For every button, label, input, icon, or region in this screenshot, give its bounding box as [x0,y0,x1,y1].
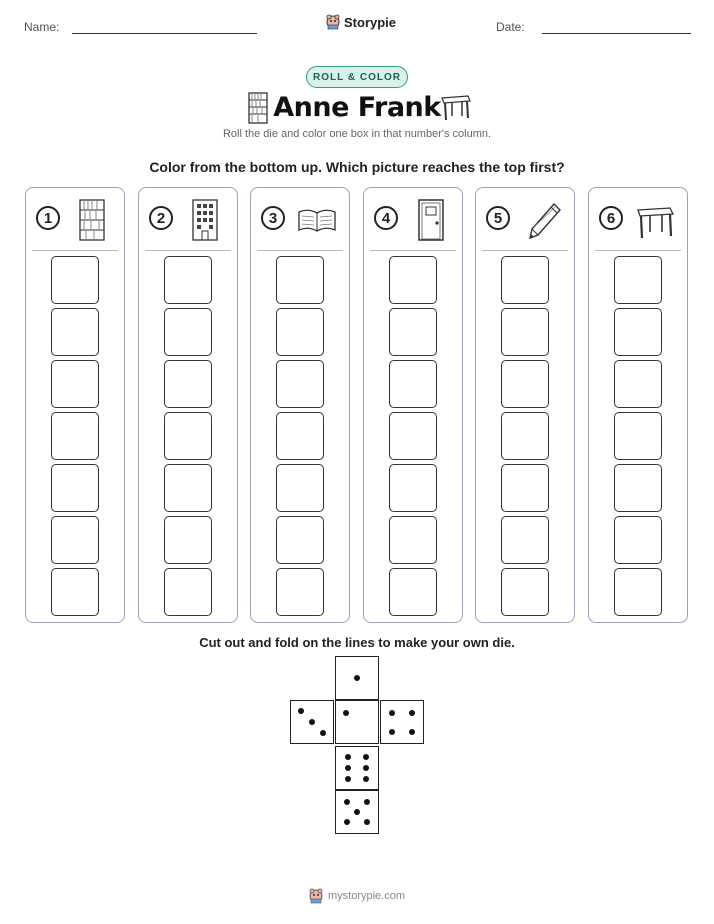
color-box[interactable] [389,464,437,512]
date-label: Date: [496,20,525,34]
die-pip [364,799,370,805]
storypie-mascot-icon [309,888,323,904]
date-line[interactable] [542,33,691,34]
color-box[interactable] [501,360,549,408]
column-divider [145,250,231,251]
color-box[interactable] [51,568,99,616]
color-box[interactable] [614,256,662,304]
building-icon [185,198,225,242]
door-icon [410,198,450,242]
column-number: 4 [374,206,398,230]
color-box[interactable] [276,516,324,564]
color-box[interactable] [501,568,549,616]
color-box[interactable] [389,516,437,564]
die-pip [409,710,415,716]
stool-icon [635,198,675,242]
stool-icon [440,92,472,122]
color-box[interactable] [51,256,99,304]
color-box[interactable] [614,568,662,616]
color-box[interactable] [164,516,212,564]
brand-name: Storypie [344,14,397,30]
die-pip [364,819,370,825]
instruction: Color from the bottom up. Which picture reaches the top first? [149,159,565,175]
column-number: 6 [599,206,623,230]
footer [0,888,714,904]
column-divider [257,250,343,251]
color-box[interactable] [276,256,324,304]
color-box[interactable] [501,464,549,512]
color-box[interactable] [276,412,324,460]
column-divider [595,250,681,251]
column-divider [482,250,568,251]
name-label: Name: [24,20,60,34]
die-face-3 [290,700,334,744]
color-box[interactable] [614,360,662,408]
die-pip [389,729,395,735]
name-line[interactable] [72,33,257,34]
column-number: 1 [36,206,60,230]
column-3 [250,187,350,623]
color-box[interactable] [164,412,212,460]
die-pip [354,809,360,815]
color-box[interactable] [389,308,437,356]
color-box[interactable] [51,516,99,564]
die-pip [344,819,350,825]
brand-logo [326,14,396,30]
color-box[interactable] [164,256,212,304]
color-box[interactable] [276,308,324,356]
die-face-1 [335,700,379,744]
column-divider [370,250,456,251]
color-box[interactable] [614,516,662,564]
die-pip [363,765,369,771]
die-pip [345,754,351,760]
die-pip [363,776,369,782]
die-face-1 [335,656,379,700]
pencil-icon [522,198,562,242]
column-number: 3 [261,206,285,230]
die-pip [389,710,395,716]
color-box[interactable] [501,256,549,304]
color-box[interactable] [51,308,99,356]
die-face-5 [335,790,379,834]
color-box[interactable] [389,360,437,408]
column-number: 5 [486,206,510,230]
page-title: Anne Frank [273,92,441,123]
column-6 [588,187,688,623]
color-box[interactable] [276,360,324,408]
color-box[interactable] [51,360,99,408]
die-pip [409,729,415,735]
subtitle: Roll the die and color one box in that number's column. [222,128,492,140]
storypie-mascot-icon [326,14,340,30]
column-1 [25,187,125,623]
die-pip [343,710,349,716]
color-box[interactable] [389,412,437,460]
color-box[interactable] [501,412,549,460]
color-box[interactable] [276,568,324,616]
color-box[interactable] [501,516,549,564]
color-box[interactable] [389,256,437,304]
color-box[interactable] [51,464,99,512]
color-box[interactable] [501,308,549,356]
roll-color-badge: ROLL & COLOR [306,66,408,88]
color-box[interactable] [164,568,212,616]
cut-instruction: Cut out and fold on the lines to make your own die. [199,635,515,650]
color-box[interactable] [164,360,212,408]
column-2 [138,187,238,623]
column-divider [32,250,118,251]
color-box[interactable] [614,412,662,460]
color-box[interactable] [614,308,662,356]
color-box[interactable] [51,412,99,460]
die-face-4 [380,700,424,744]
footer-url[interactable]: mystorypie.com [327,890,406,902]
die-pip [320,730,326,736]
die-pip [354,675,360,681]
column-5 [475,187,575,623]
color-box[interactable] [164,464,212,512]
die-pip [309,719,315,725]
bookshelf-icon [72,198,112,242]
die-pip [345,776,351,782]
die-pip [345,765,351,771]
die-pip [344,799,350,805]
open-book-icon [297,198,337,242]
color-box[interactable] [389,568,437,616]
color-box[interactable] [614,464,662,512]
color-box[interactable] [276,464,324,512]
column-4 [363,187,463,623]
column-number: 2 [149,206,173,230]
die-net[interactable] [290,656,426,836]
color-box[interactable] [164,308,212,356]
die-face-6 [335,746,379,790]
die-pip [298,708,304,714]
die-pip [363,754,369,760]
